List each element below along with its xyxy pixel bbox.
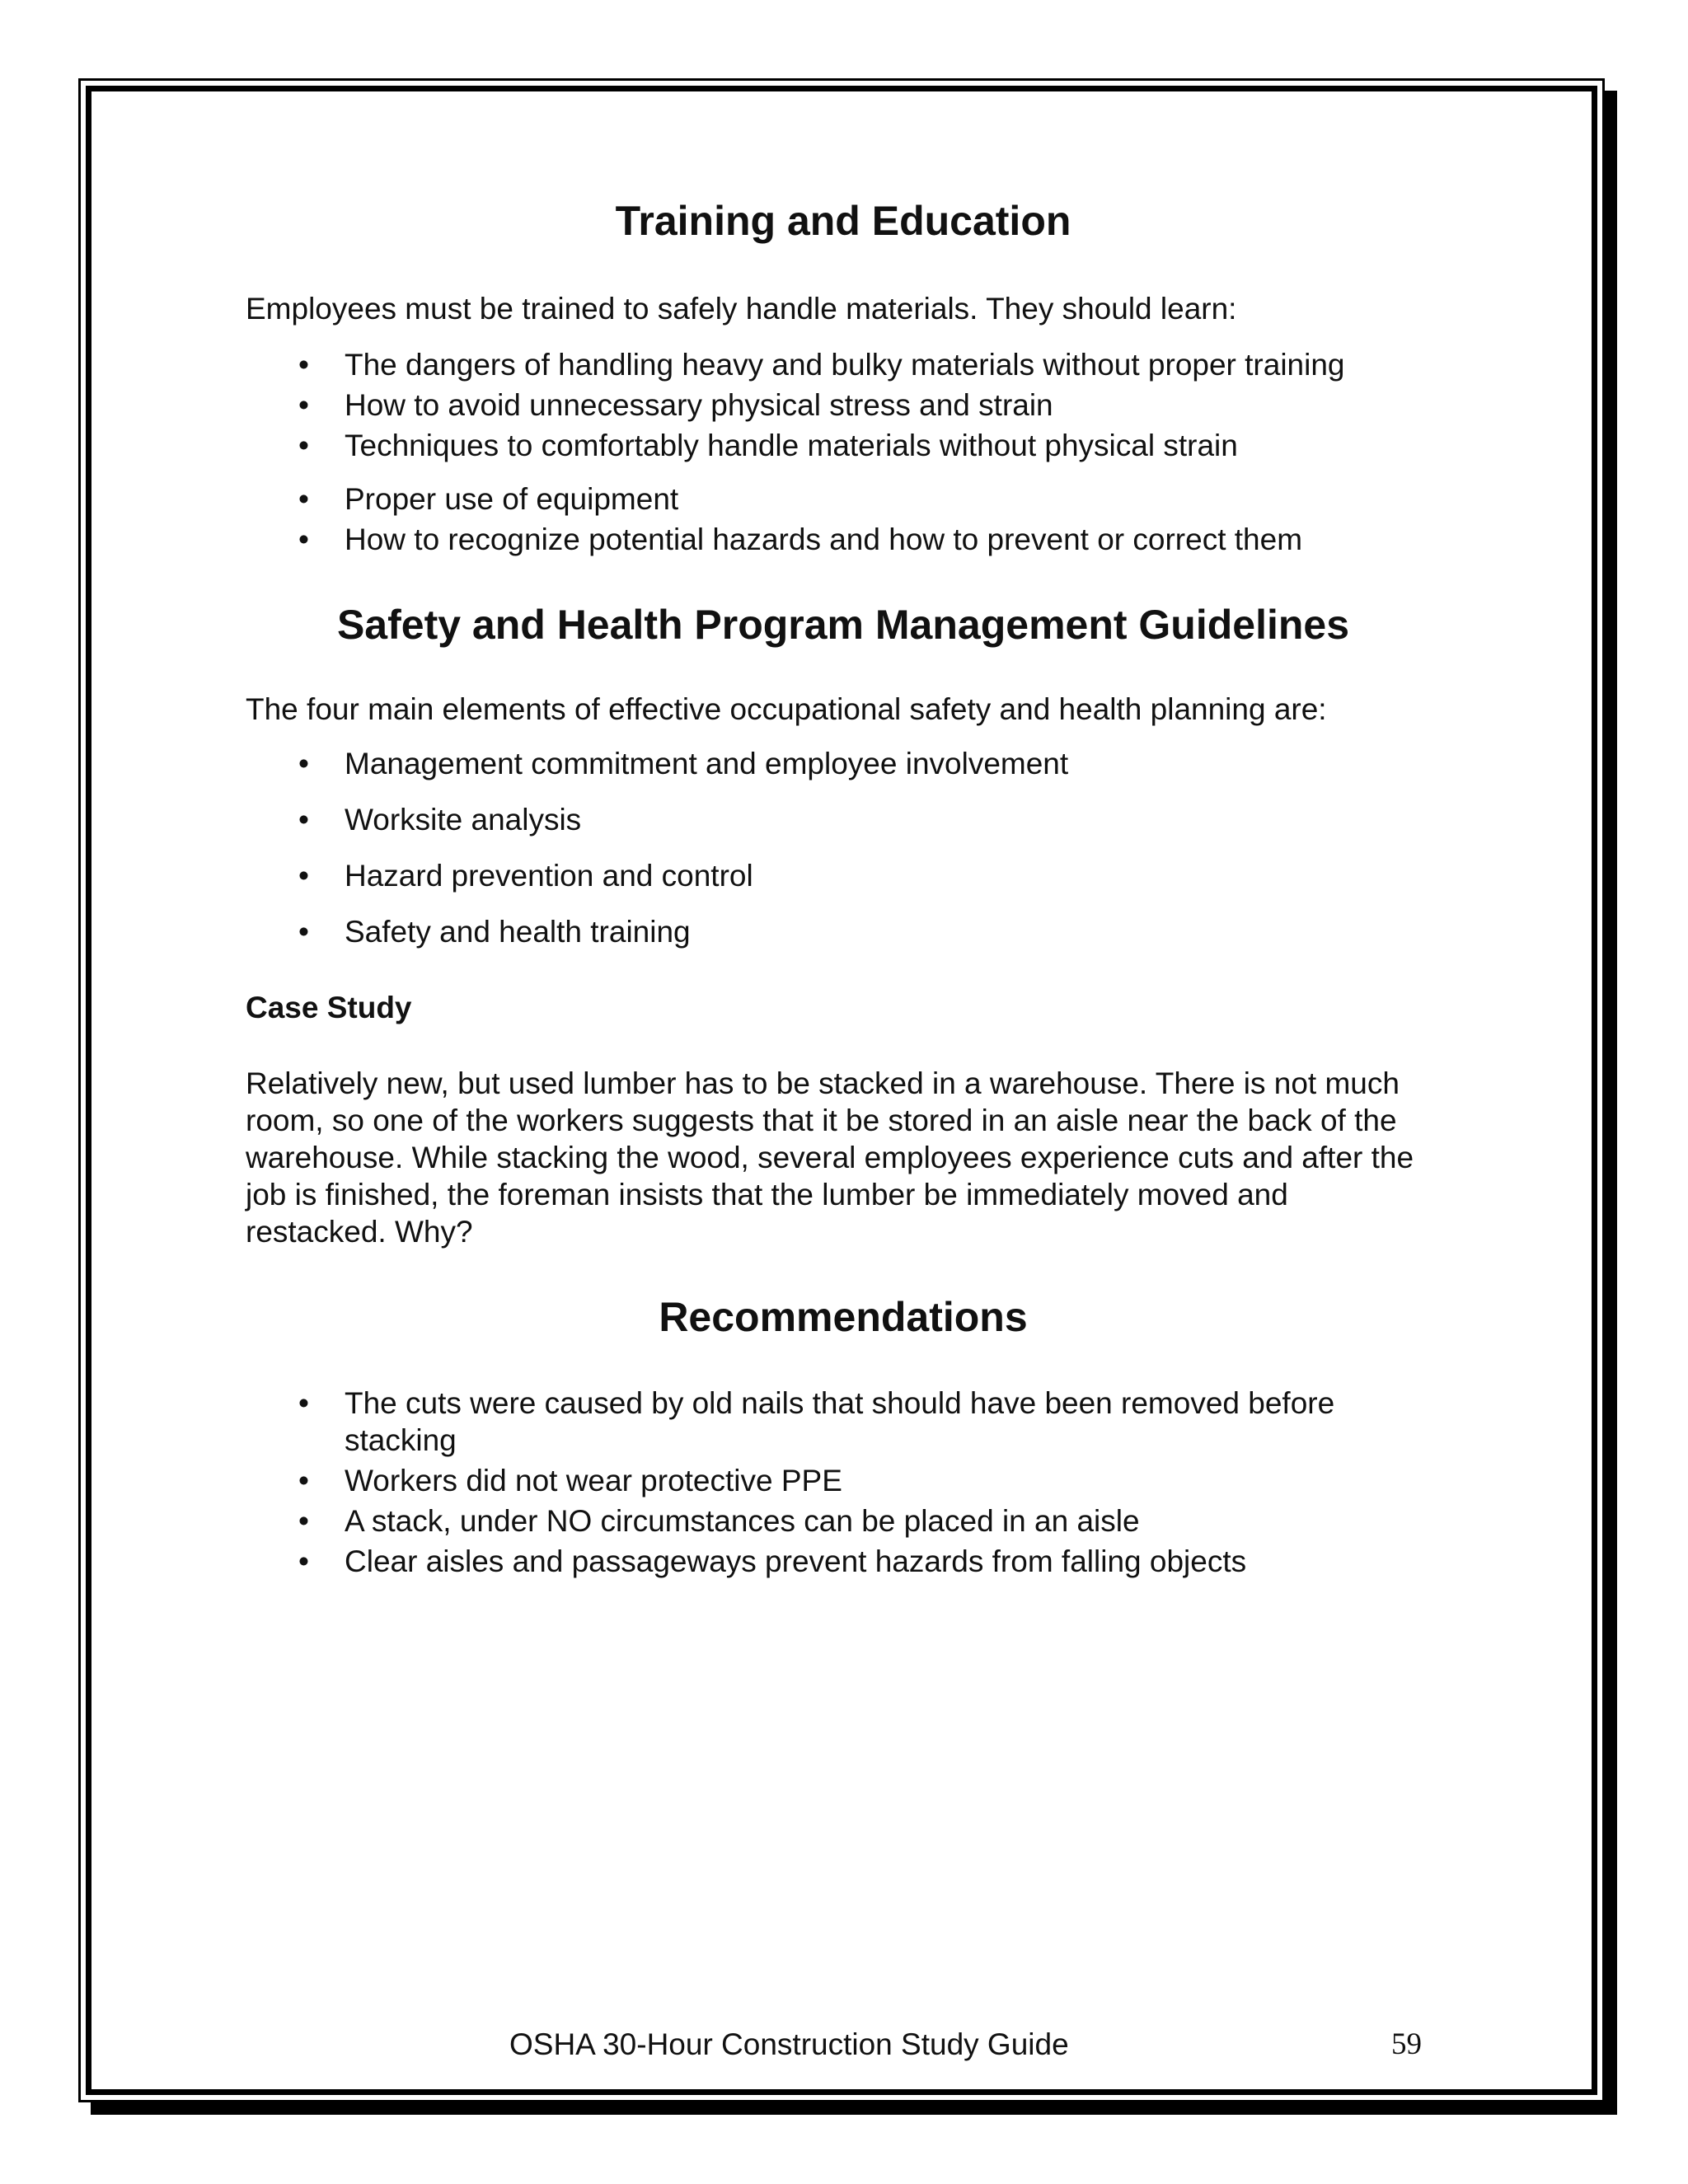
list-item: • Hazard prevention and control [298,859,753,893]
bullet-icon: • [298,348,309,382]
list-item: • The dangers of handling heavy and bulky materials without proper training [298,348,1345,382]
bullet-icon: • [298,388,309,422]
bullet-icon: • [298,1544,309,1578]
guidelines-intro: The four main elements of effective occupational safety and health planning are: [246,692,1327,726]
training-heading: Training and Education [615,198,1071,244]
bullet-icon: • [298,915,309,949]
bullet-icon: • [298,1504,309,1538]
guidelines-list [246,745,1441,950]
footer-title: OSHA 30-Hour Construction Study Guide [509,2027,1069,2061]
page-number: 59 [1391,2027,1422,2061]
case-study-heading: Case Study [246,991,412,1024]
training-intro: Employees must be trained to safely handle materials. They should learn: [246,292,1237,326]
list-item: • The cuts were caused by old nails that should have been removed before stacking [298,1386,1335,1457]
bullet-icon: • [298,1386,309,1420]
recommendations-list [246,1385,1432,1580]
training-list [246,346,1441,558]
bullet-icon: • [298,747,309,780]
list-item: • Management commitment and employee involvement [298,747,1069,780]
bullet-icon: • [298,482,309,516]
bullet-icon: • [298,429,309,462]
list-item: • Workers did not wear protective PPE [298,1464,842,1497]
list-item: • How to recognize potential hazards and how to prevent or correct them [298,523,1303,556]
bullet-icon: • [298,1464,309,1497]
bullet-icon: • [298,523,309,556]
list-item: • Clear aisles and passageways prevent hazards from falling objects [298,1544,1247,1578]
list-item: • Worksite analysis [298,803,582,837]
bullet-icon: • [298,803,309,837]
list-item: • A stack, under NO circumstances can be placed in an aisle [298,1504,1140,1538]
list-item: • Proper use of equipment [298,482,679,516]
recommendations-heading: Recommendations [659,1294,1028,1340]
list-item: • How to avoid unnecessary physical stress and strain [298,388,1053,422]
case-study-body: Relatively new, but used lumber has to be stacked in a warehouse. There is not much room, so one of the workers suggests that it be stored in an aisle near the back of the warehouse. While stacking the wood, several employees experience cuts and after the job is finished, the foreman insists that the lumber be immediately moved and restacked. Why? [246,1066,1414,1249]
list-item: • Techniques to comfortably handle materials without physical strain [298,429,1238,462]
list-item: • Safety and health training [298,915,691,949]
guidelines-heading: Safety and Health Program Management Guidelines [336,602,1350,648]
bullet-icon: • [298,859,309,893]
